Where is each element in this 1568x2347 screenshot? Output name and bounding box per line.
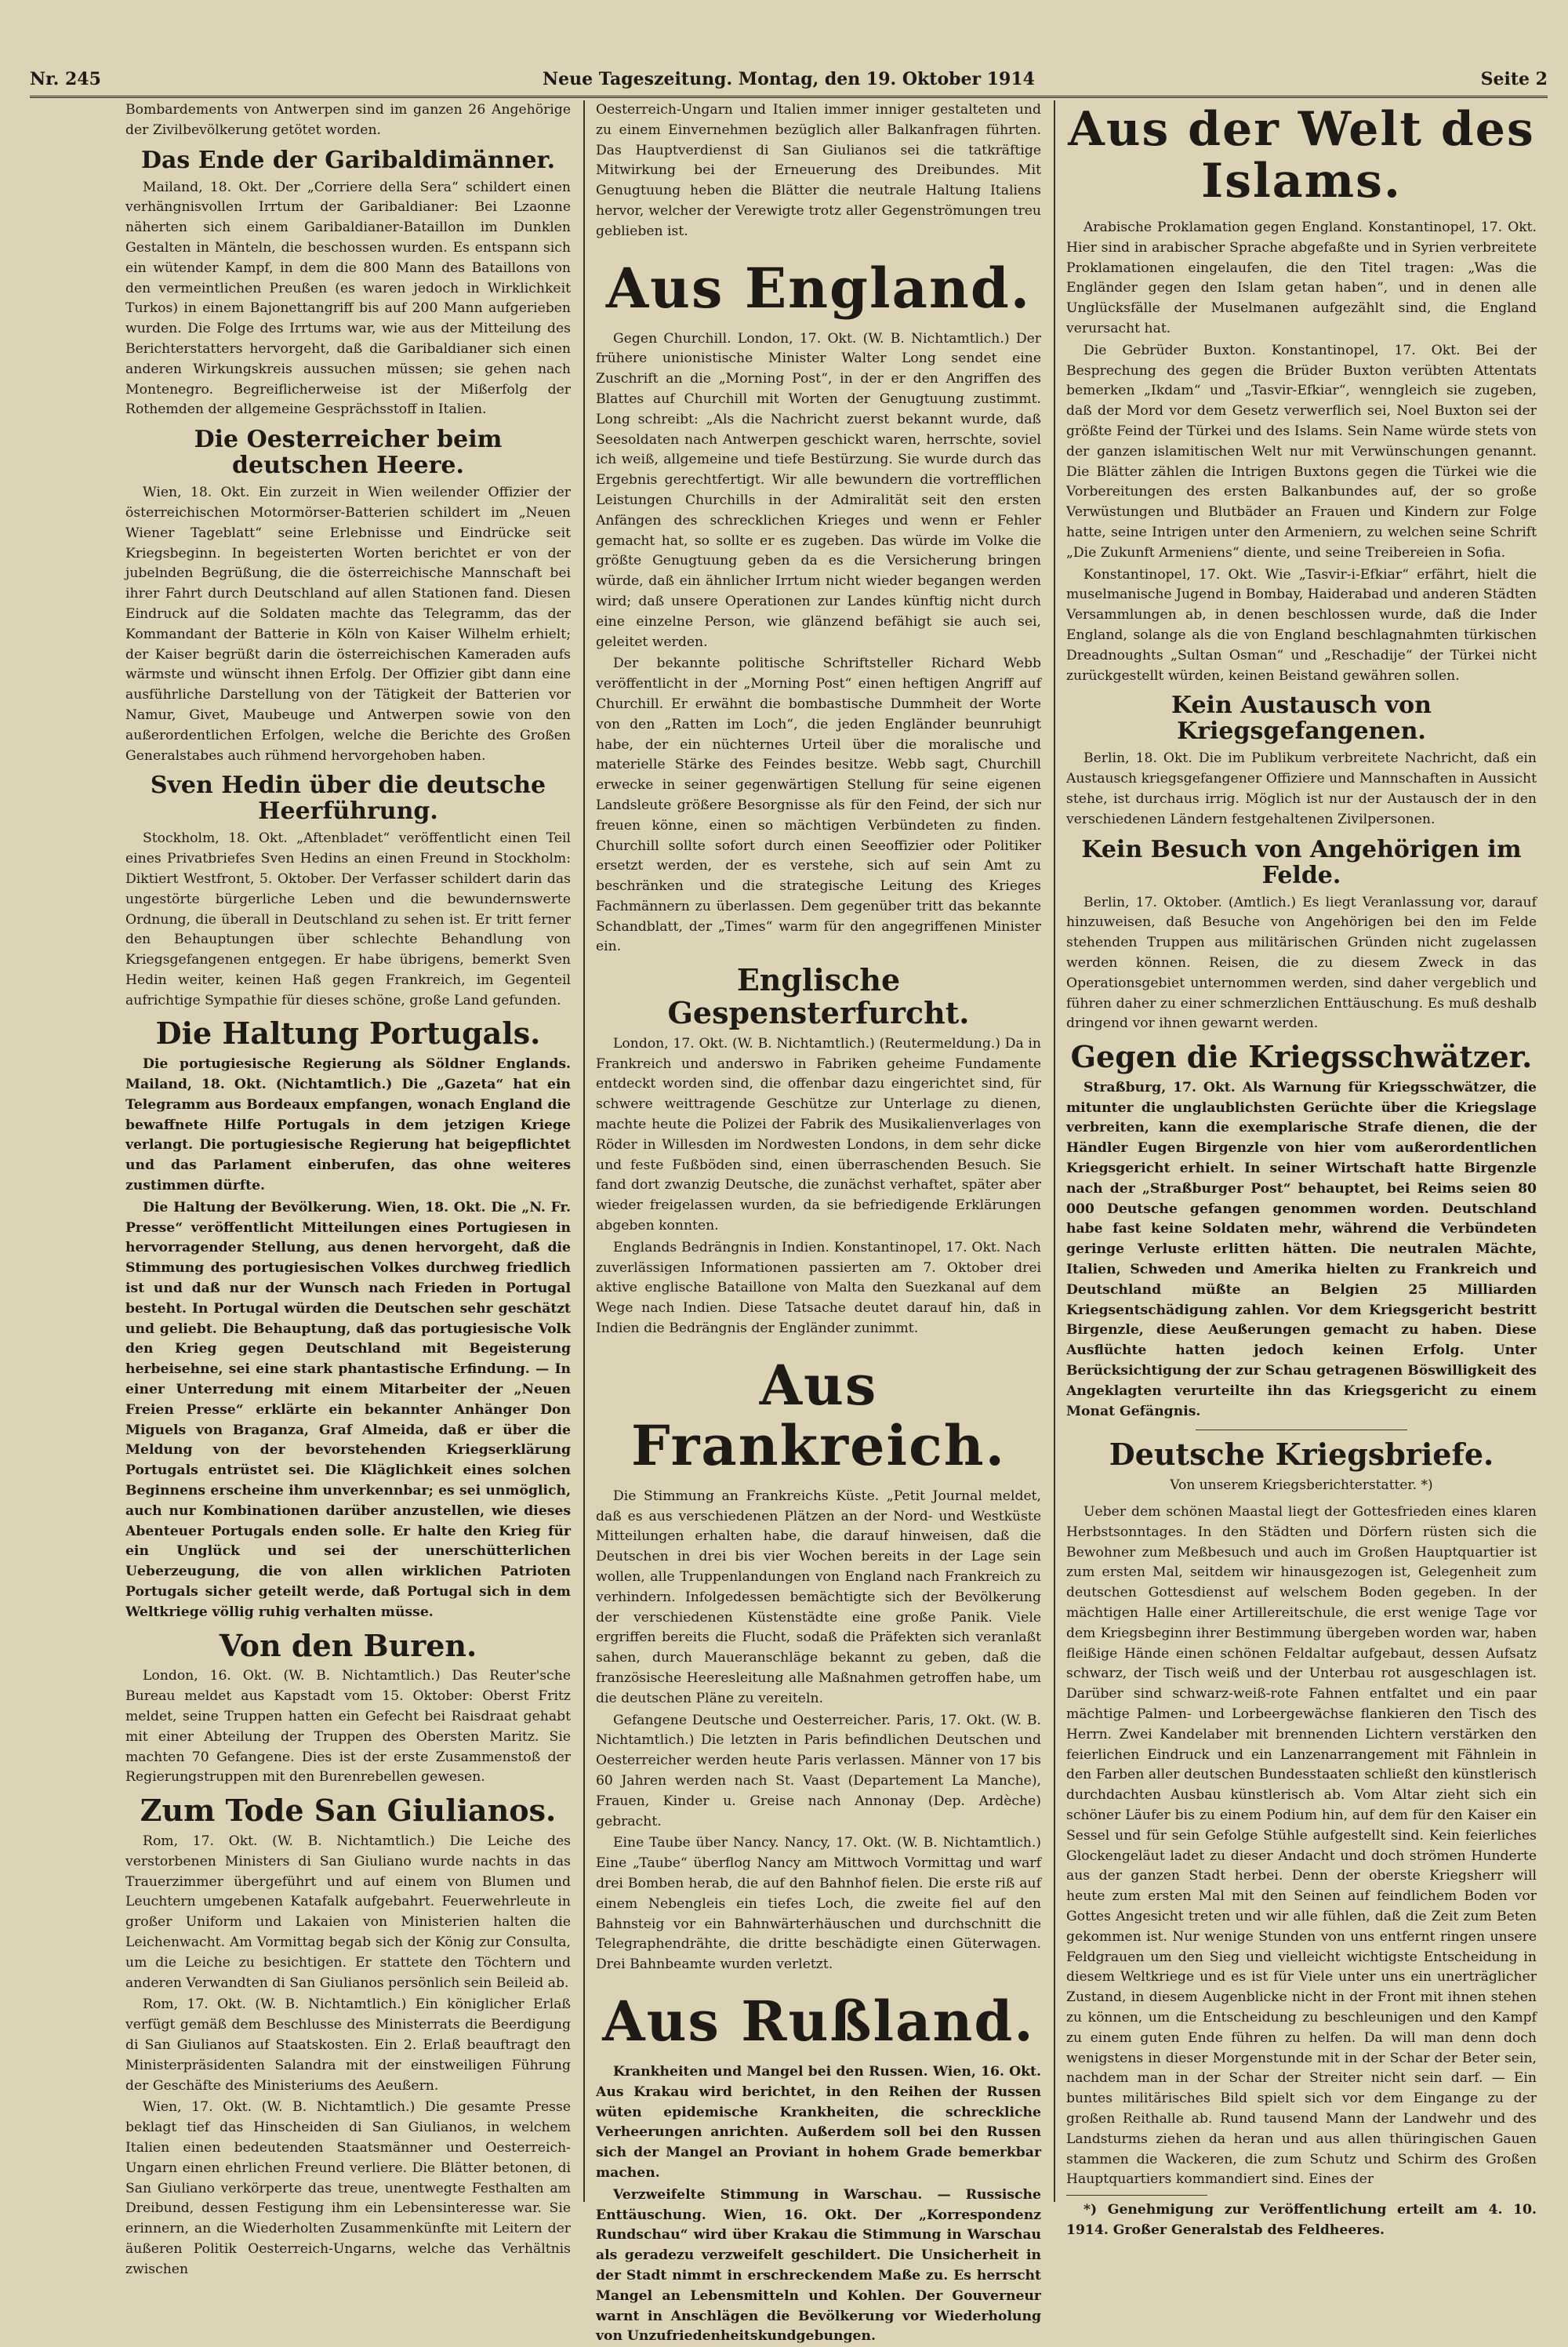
islam-paragraph: Konstantinopel, 17. Okt. Wie „Tasvir-i-Efkiar“ erfährt, hielt die muselmanische Jugend in Bombay, Haiderabad und anderen Städten Versammlungen ab, in denen beschlossen wurde, daß die Inder England, solange als die von England beschlagnahmten türkischen Dreadnoughts „Sultan Osman“ und „Reschadije“ der Türkei nicht zurückgestellt würden, keinen Beistand gewähren sollen. <box>1066 566 1537 684</box>
page-number: Seite 2 <box>1480 69 1548 89</box>
giuliano-heading: Zum Tode San Giulianos. <box>140 1793 557 1829</box>
schwaetzer-paragraph: Straßburg, 17. Okt. Als Warnung für Kriegsschwätzer, die mitunter die unglaublichsten Gerüchte über die Kriegslage verbreiten, kann die exemplarische Strafe dienen, die der Händler Eugen Birgenzle von hier vom außerordentlichen Kriegsgericht erhielt. In seiner Wirtschaft hatte Birgenzle nach der „Straßburger Post“ behauptet, bei Reims seien 80 000 Deutsche gefangen genommen worden. Deutschland habe fast keine Soldaten mehr, während die Verbündeten geringe Verluste erlitten hätten. Die neutralen Mächte, Italien, Schweden und Amerika hielten zu Frankreich und Deutschland müßte an Belgien 25 Milliarden Kriegsentschädigung zahlen. Vor dem Kriegsgericht bestritt Birgenzle, diese Aeußerungen gemacht zu haben. Diese Ausflüchte hatten jedoch keinen Erfolg. Unter Berücksichtigung der zur Schau getragenen Böswilligkeit des Angeklagten verurteilte ihn das Kriegsgericht zu einem Monat Gefängnis. <box>1066 1079 1537 1419</box>
gespenster-paragraph: London, 17. Okt. (W. B. Nichtamtlich.) (Reutermeldung.) Da in Frankreich und anderswo in Fabriken geheime Fundamente entdeckt worden sind, die offenbar dazu eingerichtet sind, für schwere weittragende Geschütze zur Unterlage zu dienen, machte heute die Polizei der Fabrik des Musikalienverlages von Röder in Willesden im Nordwesten Londons, in dem sehr dicke und feste Fußböden sind, einen überraschenden Besuch. Sie fand dort zwanzig Deutsche, die zunächst verhaftet, später aber wieder freigelassen wurden, da sie befriedigende Erklärungen abgeben konnten. <box>596 1035 1041 1234</box>
england-paragraph: Gegen Churchill. London, 17. Okt. (W. B. Nichtamtlich.) Der frühere unionistische Minister Walter Long sendet eine Zuschrift an die „Morning Post“, in der er den Angriffen des Blattes auf Churchill mit Worten der Genugtuung zustimmt. Long schreibt: „Als die Nachricht zuerst bekannt wurde, daß Seesoldaten nach Antwerpen geschickt waren, herrschte, soviel ich weiß, allgemeine und tiefe Bestürzung. Sie wurde durch das Ergebnis gerechtfertigt. Wir alle bewundern die vortrefflichen Leistungen Churchills in der Admiralität seit den ersten Anfängen des schrecklichen Krieges und wenn er Fehler gemacht hat, so sollte er es zugeben. Das würde im Volke die größte Genugtuung geben da es die Versicherung bringen würde, daß ein ähnlicher Irrtum nicht wieder begangen werden wird; daß unsere Operationen zur Landes künftig nicht durch eine einzelne Person, wie glänzend befähigt sie auch sei, geleitet werden. <box>596 330 1041 650</box>
russland-paragraph: Verzweifelte Stimmung in Warschau. — Russische Enttäuschung. Wien, 16. Okt. Der „Korrespondenz Rundschau“ wird über Krakau die Stimmung in Warschau als geradezu verzweifelt geschildert. Die Unsicherheit in der Stadt nimmt in erschreckendem Maße zu. Es herrscht Mangel an Lebensmitteln und Kohlen. Der Gouverneur warnt in Anschlägen die Bevölkerung vor Wiederholung von Unzufriedenheitskundgebungen. <box>596 2186 1041 2345</box>
frankreich-heading: Aus Frankreich. <box>631 1352 1006 1478</box>
hedin-heading: Sven Hedin über die deutsche Heerführung. <box>150 772 546 826</box>
column-1 <box>125 100 571 2277</box>
intro-paragraph: Bombardements von Antwerpen sind im ganzen 26 Angehörige der Zivilbevölkerung getötet worden. <box>125 102 571 138</box>
briefe-byline: Von unserem Kriegsberichterstatter. *) <box>1170 1477 1433 1494</box>
column-2 <box>596 100 1041 2345</box>
issue-number: Nr. 245 <box>30 69 101 89</box>
page-header <box>30 69 1548 98</box>
gespenster-heading: Englische Gespensterfurcht. <box>667 962 970 1031</box>
islam-paragraph: Die Gebrüder Buxton. Konstantinopel, 17. Okt. Bei der Besprechung des gegen die Brüder Buxton verübten Attentats bemerken „Ikdam“ und „Tasvir-Efkiar“, wenngleich sie zugeben, daß der Mord vor dem Gesetz verwerflich sei, Noel Buxton sei der größte Feind der Türkei und des Islams. Sein Name würde stets von der ganzen islamitischen Welt nur mit Verwünschungen genannt. Die Blätter zählen die Intrigen Buxtons gegen die Türkei wie die Vorbereitungen des ersten Balkanbundes auf, der so große Verwüstungen und Blutbäder an Frauen und Kindern zur Folge hatte, seine Intrigen unter den Armeniern, zu welchen seine Schrift „Die Zukunft Armeniens“ diente, und seine Treibereien in Sofia. <box>1066 342 1537 561</box>
column-rule <box>1054 100 1055 2202</box>
garibaldi-heading: Das Ende der Garibaldimänner. <box>140 146 556 174</box>
footnote-divider <box>1066 2195 1207 2196</box>
buren-heading: Von den Buren. <box>219 1627 477 1663</box>
briefe-heading: Deutsche Kriegsbriefe. <box>1109 1437 1494 1473</box>
austausch-paragraph: Berlin, 18. Okt. Die im Publikum verbreitete Nachricht, daß ein Austausch kriegsgefangener Offiziere und Mannschaften in Aussicht stehe, ist durchaus irrig. Möglich ist nur der Austausch der in den verschiedenen Ländern festgehaltenen Zivilpersonen. <box>1066 750 1537 827</box>
oesterreicher-paragraph: Wien, 18. Okt. Ein zurzeit in Wien weilender Offizier der österreichischen Motormörser-Batterien schildert im „Neuen Wiener Tageblatt“ seine Erlebnisse und Eindrücke seit Kriegsbeginn. In begeisterten Worten berichtet er von der jubelnden Begrüßung, die die österreichische Mannschaft bei ihrer Fahrt durch Deutschland auf allen Stationen fand. Diesen Eindruck auf die Soldaten machte das Telegramm, das der Kommandant der Batterie in Köln von Kaiser Wilhelm erhielt; der Kaiser begrüßt darin die österreichischen Kameraden aufs wärmste und wünscht ihnen Erfolg. Der Offizier gibt dann eine ausführliche Darstellung von der Tätigkeit der Batterien vor Namur, Givet, Maubeuge und Antwerpen sowie von den außerordentlichen Erfolgen, welche die Berichte des Großen Generalstabes auch rühmend hervorgehoben haben. <box>125 485 571 764</box>
garibaldi-paragraph: Mailand, 18. Okt. Der „Corriere della Sera“ schildert einen verhängnisvollen Irrtum der Garibaldianer: Bei Lzaonne näherten sich einem Garibaldianer-Bataillon im Dunklen Gestalten in Mänteln, die beschossen wurden. Es entspann sich ein wütender Kampf, in dem die 800 Mann des Bataillons von den vermeintlichen Preußen (es waren jedoch in Wirklichkeit Turkos) in einem Bajonettangriff bis auf 200 Mann aufgerieben wurden. Die Folge des Irrtums war, wie aus der Mitteilung des Berichterstatters hervorgeht, daß die Garibaldianer sich einen anderen Wirkungskreis aussuchen müssen; sie gehen nach Montenegro. Begreiflicherweise ist der Mißerfolg der Rothemden der allgemeine Gesprächsstoff in Italien. <box>125 179 571 418</box>
column-3 <box>1066 100 1537 2238</box>
giuliano-paragraph: Rom, 17. Okt. (W. B. Nichtamtlich.) Ein königlicher Erlaß verfügt gemäß dem Beschlusse des Ministerrats die Beerdigung di San Giulianos auf Staatskosten. Ein 2. Erlaß beauftragt den Ministerpräsidenten Salandra mit der einstweiligen Führung der Geschäfte des Ministeriums des Aeußern. <box>125 1996 571 2094</box>
schwaetzer-heading: Gegen die Kriegsschwätzer. <box>1070 1039 1533 1075</box>
islam-heading: Aus der Welt des Islams. <box>1068 102 1535 209</box>
islam-paragraph: Arabische Proklamation gegen England. Konstantinopel, 17. Okt. Hier sind in arabischer Sprache abgefaßte und in Syrien verbreitete Proklamationen eingelaufen, die den Titel tragen: „Was die Engländer gegen den Islam getan haben“, und in denen alle Unglücksfälle der Muselmanen aufgezählt sind, die England verursacht hat. <box>1066 220 1537 336</box>
giuliano-paragraph: Wien, 17. Okt. (W. B. Nichtamtlich.) Die gesamte Presse beklagt tief das Hinscheiden di San Giulianos, in welchem Italien einen bedeutenden Staatsmänner und Oesterreich-Ungarn einen ehrlichen Freund verliere. Die Blätter betonen, di San Giuliano verkörperte das treue, unentwegte Festhalten am Dreibund, dessen Festigung ihm ein Lebensinteresse war. Sie erinnern, an die Wiederholten Zusammenkünfte mit Leitern der äußeren Politik Oesterreich-Ungarns, welche das Verhältnis zwischen <box>125 2099 571 2277</box>
masthead-date: Neue Tageszeitung. Montag, den 19. Oktober 1914 <box>543 69 1035 89</box>
frankreich-paragraph: Gefangene Deutsche und Oesterreicher. Paris, 17. Okt. (W. B. Nichtamtlich.) Die letzten in Paris befindlichen Deutschen und Oesterreicher werden heute Paris verlassen. Männer von 17 bis 60 Jahren werden nach St. Vaast (Departement La Manche), Frauen, Kinder u. Greise nach Annonay (Dep. Ardèche) gebracht. <box>596 1712 1041 1829</box>
besuch-heading: Kein Besuch von Angehörigen im Felde. <box>1081 835 1522 889</box>
russland-heading: Aus Rußland. <box>602 1988 1035 2054</box>
besuch-paragraph: Berlin, 17. Oktober. (Amtlich.) Es liegt Veranlassung vor, darauf hinzuweisen, daß Besuche von Angehörigen bei den im Felde stehenden Truppen aus militärischen Gründen nicht zugelassen werden können. Reisen, die zu diesem Zweck in das Operationsgebiet unternommen werden, sind daher vergeblich und führen daher zu einer schmerzlichen Enttäuschung. Es muß deshalb dringend vor ihnen gewarnt werden. <box>1066 894 1537 1032</box>
giuliano-paragraph: Rom, 17. Okt. (W. B. Nichtamtlich.) Die Leiche des verstorbenen Ministers di San Giuliano wurde nachts in das Trauerzimmer übergeführt und auf einem von Blumen und Leuchtern umgebenen Katafalk aufgebahrt. Feuerwehrleute in großer Uniform und Lakaien von Ministerien halten die Leichenwacht. Am Vormittag begab sich der König zur Consulta, um die Leiche zu besichtigen. Er stattete den Töchtern und anderen Verwandten di San Giulianos persönlich sein Beileid ab. <box>125 1833 571 1991</box>
portugal-heading: Die Haltung Portugals. <box>155 1015 541 1052</box>
oesterreicher-heading: Die Oesterreicher beim deutschen Heere. <box>194 426 503 480</box>
frankreich-paragraph: Die Stimmung an Frankreichs Küste. „Petit Journal meldet, daß es aus verschiedenen Plätzen an der Nord- und Westküste Mitteilungen erhalten habe, die darauf hinweisen, daß die Deutschen in drei bis vier Wochen bereits in der Lage sein wollen, alle Truppenlandungen von England nach Frankreich zu verhindern. Infolgedessen bemächtigte sich der Bevölkerung der verschiedenen Küstenstädte eine große Panik. Viele ergriffen bereits die Flucht, sodaß die Präfekten sich veranlaßt sahen, durch Maueranschläge bekannt zu geben, daß die französische Heeresleitung alle Maßnahmen getroffen habe, um die deutschen Pläne zu vereiteln. <box>596 1488 1041 1706</box>
column-rule <box>583 100 585 2202</box>
england-heading: Aus England. <box>605 255 1032 321</box>
continued-paragraph: Oesterreich-Ungarn und Italien immer inniger gestalteten und zu einem Einvernehmen bezüglich aller Balkanfragen führten. Das Hauptverdienst di San Giulianos sei die tatkräftige Mitwirkung bei der Erneuerung des Dreibundes. Mit Genugtuung heben die Blätter die neutrale Haltung Italiens hervor, welcher der Verewigte trotz aller Gegenströmungen treu geblieben ist. <box>596 102 1041 239</box>
austausch-heading: Kein Austausch von Kriegsgefangenen. <box>1171 692 1432 746</box>
england-paragraph: Der bekannte politische Schriftsteller Richard Webb veröffentlicht in der „Morning Post“ einen heftigen Angriff auf Churchill. Er erwähnt die bombastische Dummheit der Worte von den „Ratten im Loch“, die jeden Engländer beunruhigt habe, der ein nüchternes Urteil über die moralische und materielle Stärke des Feindes besitze. Webb sagt, Churchill erwecke in seiner gegenwärtigen Stellung für seine eigenen Landsleute größere Besorgnisse als für den Feind, der sich nur freuen könne, einen so mächtigen Verbündeten zu finden. Churchill sollte sofort durch einen Seeoffizier oder Politiker ersetzt werden, der es verstehe, sich auf sein Amt zu beschränken und die strategische Leitung des Krieges Fachmännern zu überlassen. Dem gegenüber tritt das bekannte Schandblatt, der „Times“ warm für den angegriffenen Minister ein. <box>596 656 1041 955</box>
buren-paragraph: London, 16. Okt. (W. B. Nichtamtlich.) Das Reuter'sche Bureau meldet aus Kapstadt vom 15. Oktober: Oberst Fritz meldet, seine Truppen hatten ein Gefecht bei Raisdraat gehabt mit einer Abteilung der Truppen des Obersten Maritz. Sie machten 70 Gefangene. Dies ist der erste Zusammenstoß der Regierungstruppen mit den Burenrebellen gewesen. <box>125 1668 571 1786</box>
russland-paragraph: Krankheiten und Mangel bei den Russen. Wien, 16. Okt. Aus Krakau wird berichtet, in den Reihen der Russen wüten epidemische Krankheiten, die schreckliche Verheerungen anrichten. Außerdem soll bei den Russen sich der Mangel an Proviant in hohem Grade bemerkbar machen. <box>596 2063 1041 2181</box>
portugal-paragraph: Die Haltung der Bevölkerung. Wien, 18. Okt. Die „N. Fr. Presse“ veröffentlicht Mitteilungen eines Portugiesen in hervorragender Stellung, aus denen hervorgeht, daß die Stimmung des portugiesischen Volkes durchweg friedlich ist und daß nur der Wunsch nach Frieden in Portugal besteht. In Portugal würden die Deutschen sehr geschätzt und geliebt. Die Behauptung, daß das portugiesische Volk den Krieg gegen Deutschland mit Begeisterung herbeisehne, sei eine stark phantastische Erfindung. — In einer Unterredung mit einem Mitarbeiter der „Neuen Freien Presse“ erklärte ein bekannter Anhänger Don Miguels von Braganza, Graf Almeida, daß er über die Meldung von der bevorstehenden Kriegserklärung Portugals entrüstet sei. Die Kläglichkeit eines solchen Beginnens erscheine ihm unverkennbar; es sei unmöglich, auch nur Kombinationen darüber anzustellen, wie dieses Abenteuer Portugals enden solle. Er halte den Krieg für ein Unglück und sei der unerschütterlichen Ueberzeugung, die von allen wirklichen Patrioten Portugals sicher geteilt werde, daß Portugal sich in dem Weltkriege völlig ruhig verhalten müsse. <box>125 1199 571 1620</box>
frankreich-paragraph: Eine Taube über Nancy. Nancy, 17. Okt. (W. B. Nichtamtlich.) Eine „Taube“ überflog Nancy am Mittwoch Vormittag und warf drei Bomben herab, die auf den Bahnhof fielen. Die erste riß auf einem Nebengleis ein tiefes Loch, die zweite fiel auf den Bahnsteig vor ein Bahnwärterhäuschen und durchschnitt die Telegraphendrähte, die dritte beschädigte einen Güterwagen. Drei Bahnbeamte wurden verletzt. <box>596 1835 1041 1973</box>
hedin-paragraph: Stockholm, 18. Okt. „Aftenbladet“ veröffentlicht einen Teil eines Privatbriefes Sven Hedins an einen Freund in Stockholm: Diktiert Westfront, 5. Oktober. Der Verfasser schildert darin das ungestörte bürgerliche Leben und die bewundernswerte Ordnung, die überall in Deutschland zu sehen ist. Er tritt ferner den Behauptungen über schlechte Behandlung von Kriegsgefangenen entgegen. Er habe übrigens, bemerkt Sven Hedin weiter, keinen Haß gegen Frankreich, im Gegenteil aufrichtige Sympathie für dieses schöne, große Land gefunden. <box>125 830 571 1008</box>
footnote: *) Genehmigung zur Veröffentlichung erteilt am 4. 10. 1914. Großer Generalstab des Feldheeres. <box>1066 2202 1537 2238</box>
briefe-paragraph: Ueber dem schönen Maastal liegt der Gottesfrieden eines klaren Herbstsonntages. In den Städten und Dörfern rüsten sich die Bewohner zum Meßbesuch und auch im Großen Hauptquartier ist zum ersten Mal, seitdem wir hinausgezogen ist, Gelegenheit zum deutschen Gottesdienst auf welschem Boden gegeben. In der mächtigen Halle einer Artillereitschule, die erst wenige Tage vor dem Kriegsbeginn ihrer Bestimmung übergeben worden war, haben fleißige Hände einen schönen Feldaltar aufgebaut, dessen Aufsatz schwarz, der Tisch weiß und der Unterbau rot ausgeschlagen ist. Darüber sind schwarz-weiß-rote Fahnen entfaltet und ein paar mächtige Palmen- und Lorbeergewächse flankieren den Tisch des Herrn. Zwei Kandelaber mit brennenden Lichtern verstärken den feierlichen Eindruck und ein Lanzenarrangement mit Fähnlein in den Farben aller deutschen Bundesstaaten schließt den künstlerisch durchdachten Ausbau künstlerisch ab. Vom Altar zieht sich ein schöner Läufer bis zu einem Podium hin, auf dem für den Kaiser ein Sessel und für sein Gefolge Stühle aufgestellt sind. Kein feierliches Glockengeläut ladet zu dieser Andacht und doch strömen Hunderte aus der ganzen Stadt herbei. Denn der oberste Kriegsherr will heute zum ersten Mal mit den Seinen auf feindlichem Boden vor Gottes Angesicht treten und wir alle fühlen, daß die Zeit zum Beten gekommen ist. Nur wenige Stunden von uns entfernt ringen unsere Feldgrauen um den Sieg und vielleicht wichtigste Entscheidung in diesem Weltkriege und es ist für Viele unter uns ein unerträglicher Zustand, in diesem Augenblicke nicht in der Front mit ihnen stehen zu können, um die Entscheidung zu beschleunigen und den Kampf zu einem guten Ende führen zu helfen. Da will man denn doch wenigstens in dieser Morgenstunde mit in der Schar der Beter sein, nachdem man in der Schar der Streiter nicht sein darf. — Ein buntes militärisches Bild spielt sich vor dem Eingange zu der großen Reithalle ab. Rund tausend Mann der Landwehr und des Landsturms ziehen da heran und aus allen thüringischen Gauen stammen die Wackeren, die zum Schutz und Schirm des Großen Hauptquartiers kommandiert sind. Eines der <box>1066 1504 1537 2188</box>
portugal-paragraph: Die portugiesische Regierung als Söldner Englands. Mailand, 18. Okt. (Nichtamtlich.) Die „Gazeta“ hat ein Telegramm aus Bordeaux empfangen, wonach England die bewaffnete Hilfe Portugals in dem jetzigen Kriege verlangt. Die portugiesische Regierung hat beigepflichtet und das Parlament einberufen, das ohne weiteres zustimmen dürfte. <box>125 1056 571 1194</box>
gespenster-paragraph: Englands Bedrängnis in Indien. Konstantinopel, 17. Okt. Nach zuverlässigen Informationen passierten am 7. Oktober drei aktive englische Bataillone von Malta den Suezkanal auf dem Wege nach Indien. Diese Tatsache deutet darauf hin, daß in Indien die Bedrängnis der Engländer zunimmt. <box>596 1239 1041 1337</box>
